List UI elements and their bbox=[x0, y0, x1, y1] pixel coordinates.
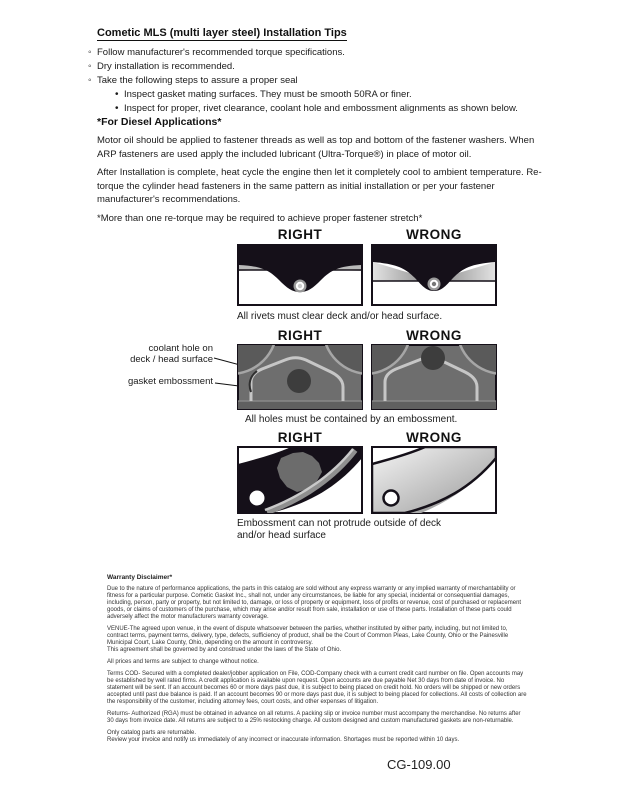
tip-text: Follow manufacturer's recommended torque specifications. bbox=[97, 47, 345, 58]
diagram-rivet-right bbox=[237, 244, 363, 306]
tip-text: Take the following steps to assure a proper seal bbox=[97, 75, 298, 86]
wrong-label-row1: WRONG bbox=[406, 227, 462, 242]
protrusion-wrong-diagram bbox=[371, 446, 497, 514]
tip-text: Dry installation is recommended. bbox=[97, 61, 235, 72]
gasket-embossment-annotation: gasket embossment bbox=[127, 376, 213, 387]
right-label-row3: RIGHT bbox=[277, 430, 323, 445]
diagram-rivet-wrong bbox=[371, 244, 497, 306]
tip-item bbox=[88, 74, 518, 88]
disclaimer-paragraph: Review your invoice and notify us immediately of any incorrect or inaccurate information. Shortages must be reported within 10 days. bbox=[107, 737, 460, 743]
annotation-line: deck / head surface bbox=[130, 354, 213, 365]
disclaimer-paragraph: Terms COD- Secured with a completed dealer/jobber application on File, COD-Company check with a current credit card number on file. Open accounts may be established by well rated firms. A credit application is available upon request. Open accounts are due payable Net 30 days from date of invoice. No statement will be sent. If an account becomes 60 or more days past due, it is subject to being placed on credit hold. No orders will be shipped or new orders accepted until past due balance is paid. If an account becomes 90 or more days past due, it is subject to being placed for collections. All costs of collection are the responsibility of the customer, including attorney fees, court costs, and other expenses of litigation. bbox=[107, 671, 527, 705]
hole-containment-wrong-diagram bbox=[371, 344, 497, 410]
diesel-section-heading: *For Diesel Applications* bbox=[97, 116, 222, 128]
annotation-line: coolant hole on bbox=[148, 343, 213, 354]
circle-bullet-icon bbox=[88, 60, 92, 74]
wrong-label-row3: WRONG bbox=[406, 430, 462, 445]
rivet-clearance-right-diagram bbox=[237, 244, 363, 306]
tip-item bbox=[88, 60, 518, 74]
caption-row1: All rivets must clear deck and/or head surface. bbox=[237, 311, 443, 322]
retorque-note: *More than one re-torque may be required to achieve proper fastener stretch* bbox=[97, 213, 423, 224]
dot-bullet-icon bbox=[115, 88, 119, 102]
page-title: Cometic MLS (multi layer steel) Installation Tips bbox=[97, 27, 347, 39]
disclaimer-heading: Warranty Disclaimer* bbox=[107, 574, 173, 581]
circle-bullet-icon bbox=[88, 74, 92, 88]
caption-line: and/or head surface bbox=[237, 529, 326, 541]
tip-text: Inspect gasket mating surfaces. They must be smooth 50RA or finer. bbox=[124, 89, 412, 100]
tip-item bbox=[88, 46, 518, 60]
warranty-disclaimer bbox=[107, 574, 527, 749]
disclaimer-paragraph: VENUE-The agreed upon venue, in the event of dispute whatsoever between the parties, whether instituted by either party, including, but not limited to, contract terms, payment terms, delivery, type, defects, sufficiency of product, shall be the Court of Common Pleas, Lake County, Ohio or the Painesville Municipal Court, Lake County, Ohio, depending on the amount in controversy. bbox=[107, 626, 509, 646]
tip-sub-item bbox=[115, 88, 518, 102]
diagram-embossment-right bbox=[237, 344, 363, 410]
disclaimer-paragraph: Due to the nature of performance applications, the parts in this catalog are sold without any express warranty or any implied warranty of merchantability or fitness for a particular purpose. Cometic Gasket Inc., shall not, under any circumstances, be liable for any special, incidental or consequential damages, including, person, party or property, but not limited to, damage, or loss of property or equipment, loss of profits or revenue, cost of purchased or replacement goods, or claims of customers of the purchase, which may arise and/or result from sale, installation or use of these parts. Installation of these parts could adversely affect the motor manufacturers warranty coverage. bbox=[107, 586, 522, 620]
diagram-embossment-wrong bbox=[371, 344, 497, 410]
hole-containment-right-diagram bbox=[237, 344, 363, 410]
tip-sub-item bbox=[115, 102, 518, 116]
caption-row2: All holes must be contained by an embossment. bbox=[245, 414, 458, 425]
diesel-paragraph-2: After Installation is complete, heat cycle the engine then let it completely cool to ambient temperature. Re-torque the cylinder head fasteners in the same pattern as initial installation or per your fastener manufacturer's recommendations. bbox=[97, 167, 542, 205]
tips-list bbox=[88, 46, 518, 116]
page-code: CG-109.00 bbox=[387, 757, 451, 772]
disclaimer-paragraph: Returns- Authorized (RGA) must be obtained in advance on all returns. A packing slip or invoice number must accompany the merchandise. No returns after 30 days from invoice date. All returns are subject to a 25% restocking charge. All custom designed and custom manufactured gaskets are non-returnable. bbox=[107, 711, 521, 724]
rivet-clearance-wrong-diagram bbox=[371, 244, 497, 306]
diesel-paragraph-1: Motor oil should be applied to fastener threads as well as top and bottom of the fastener washers. When ARP fasteners are used apply the included lubricant (Ultra-Torque®) in place of motor oil. bbox=[97, 135, 535, 160]
dot-bullet-icon bbox=[115, 102, 119, 116]
protrusion-right-diagram bbox=[237, 446, 363, 514]
diagram-protrusion-right bbox=[237, 446, 363, 514]
wrong-label-row2: WRONG bbox=[406, 328, 462, 343]
tip-text: Inspect for proper, rivet clearance, coolant hole and embossment alignments as shown below. bbox=[124, 103, 518, 114]
disclaimer-paragraph: All prices and terms are subject to change without notice. bbox=[107, 659, 259, 665]
diagram-protrusion-wrong bbox=[371, 446, 497, 514]
circle-bullet-icon bbox=[88, 46, 92, 60]
caption-line: Embossment can not protrude outside of deck bbox=[237, 518, 442, 529]
right-label-row2: RIGHT bbox=[277, 328, 323, 343]
caption-row3 bbox=[237, 518, 487, 541]
disclaimer-paragraph: Only catalog parts are returnable. bbox=[107, 730, 197, 736]
disclaimer-paragraph: This agreement shall be governed by and construed under the laws of the State of Ohio. bbox=[107, 647, 342, 653]
right-label-row1: RIGHT bbox=[277, 227, 323, 242]
